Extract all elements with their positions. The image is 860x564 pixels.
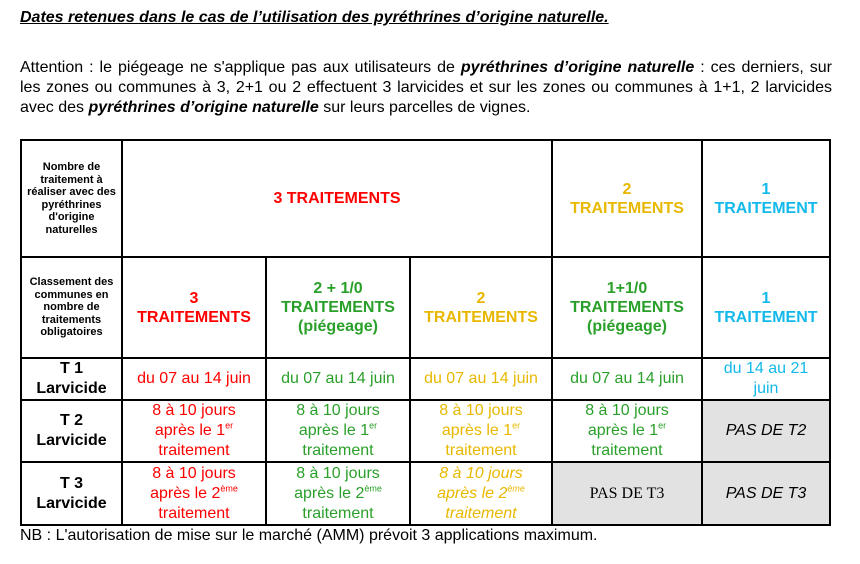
t2-delay-line3: traitement [302, 442, 374, 459]
t3-none-1-plus-1: PAS DE T3 [552, 462, 702, 525]
table-row-t2 [21, 400, 830, 462]
t2-delay-line2 [555, 421, 699, 441]
treatment-table [20, 139, 831, 526]
t3-delay-sup: ème [507, 483, 525, 494]
t2-delay-text: après le 1 [587, 422, 659, 439]
table-row-classement [21, 257, 830, 358]
t1-date-2-plus-1: du 07 au 14 juin [266, 358, 410, 400]
header-2-traitements [552, 140, 702, 257]
para-emphasis-1: pyréthrines d’origine naturelle [460, 59, 695, 76]
t2-none: PAS DE T2 [702, 400, 830, 462]
classement-2-plus-1 [266, 257, 410, 358]
t2-delay-line1: 8 à 10 jours [296, 402, 380, 419]
t3-delay-line2 [413, 484, 549, 504]
t3-delay-line2 [125, 484, 263, 504]
row-label-classement: Classement des communes en nombre de traitements obligatoires [21, 257, 122, 358]
t1-date-1-line2: juin [753, 380, 779, 397]
classement-1-number: 1 [761, 289, 771, 307]
t1-date-1 [702, 358, 830, 400]
t1-subtitle: Larvicide [36, 380, 107, 397]
t3-delay-line2 [269, 484, 407, 504]
header-1-label: TRAITEMENT [714, 199, 818, 217]
header-1-traitement [702, 140, 830, 257]
header-2-number: 2 [622, 180, 632, 198]
t1-date-2: du 07 au 14 juin [410, 358, 552, 400]
t2-delay-sup: er [369, 420, 378, 431]
t2-delay-line1: 8 à 10 jours [152, 402, 236, 419]
row-label-t2 [21, 400, 122, 462]
t2-delay-line1: 8 à 10 jours [585, 402, 669, 419]
classement-1 [702, 257, 830, 358]
t3-delay-text: après le 2 [437, 484, 508, 502]
t3-delay-2 [410, 462, 552, 525]
table-row-t3 [21, 462, 830, 525]
t3-none-1: PAS DE T3 [702, 462, 830, 525]
t2-subtitle: Larvicide [36, 432, 107, 449]
t2-delay-text: après le 1 [441, 422, 513, 439]
classement-2-plus-1-number: 2 + 1/0 [313, 280, 363, 297]
t3-delay-text: après le 2 [294, 484, 365, 502]
classement-1-plus-1-note: (piégeage) [586, 318, 667, 335]
t3-title: T 3 [59, 474, 84, 492]
para-text-3: sur leurs parcelles de vignes. [318, 99, 531, 116]
t1-date-1-plus-1: du 07 au 14 juin [552, 358, 702, 400]
classement-2-plus-1-note: (piégeage) [297, 318, 378, 335]
classement-2-number: 2 [476, 289, 486, 307]
t2-delay-line3: traitement [445, 442, 517, 459]
classement-1-plus-1-label: TRAITEMENTS [570, 299, 684, 316]
t3-delay-line3: traitement [158, 504, 230, 522]
footnote: NB : L'autorisation de mise sur le marché (AMM) prévoit 3 applications maximum. [20, 527, 598, 544]
t2-delay-line3: traitement [158, 442, 230, 459]
t2-delay-sup: er [512, 420, 521, 431]
t2-title: T 2 [59, 412, 84, 429]
t3-delay-2-plus-1 [266, 462, 410, 525]
t3-delay-text: après le 2 [150, 484, 221, 502]
t2-delay-line2 [269, 421, 407, 441]
header-1-number: 1 [761, 180, 771, 198]
classement-2 [410, 257, 552, 358]
t3-subtitle: Larvicide [36, 494, 107, 512]
t3-delay-line3: traitement [302, 504, 374, 522]
t3-delay-line1: 8 à 10 jours [439, 464, 523, 482]
t1-title: T 1 [59, 360, 84, 377]
t3-delay-line1: 8 à 10 jours [152, 464, 236, 482]
t2-delay-text: après le 1 [154, 422, 226, 439]
para-text-2: : ces derniers, sur les zones ou communes à 3, 2+1 ou 2 effectuent 3 larvicides et sur les zones ou communes à 1+1, 2 larvicides avec des [20, 59, 832, 116]
t2-delay-sup: er [225, 420, 234, 431]
classement-3-number: 3 [189, 289, 199, 307]
t3-delay-sup: ème [220, 483, 238, 494]
classement-3 [122, 257, 266, 358]
intro-paragraph [20, 58, 832, 118]
t2-delay-3 [122, 400, 266, 462]
t2-delay-2-plus-1 [266, 400, 410, 462]
classement-2-label: TRAITEMENTS [424, 308, 538, 326]
t2-delay-2 [410, 400, 552, 462]
header-2-label: TRAITEMENTS [570, 199, 684, 217]
t3-delay-line1: 8 à 10 jours [296, 464, 380, 482]
row-label-t3 [21, 462, 122, 525]
classement-1-plus-1-number: 1+1/0 [606, 280, 648, 297]
header-3-traitements: 3 TRAITEMENTS [122, 140, 552, 257]
para-text-1: Attention : le piégeage ne s'applique pas aux utilisateurs de [20, 59, 461, 76]
t2-delay-line2 [125, 421, 263, 441]
row-label-nombre: Nombre de traitement à réaliser avec des pyréthrines d'origine naturelles [21, 140, 122, 257]
t2-delay-sup: er [658, 420, 667, 431]
classement-1-label: TRAITEMENT [714, 308, 818, 326]
t2-delay-text: après le 1 [298, 422, 370, 439]
para-emphasis-2: pyréthrines d’origine naturelle [88, 99, 319, 116]
t1-date-1-line1: du 14 au 21 [723, 360, 809, 377]
table-row-nombre [21, 140, 830, 257]
classement-1-plus-1 [552, 257, 702, 358]
table-row-t1 [21, 358, 830, 400]
t2-delay-line3: traitement [591, 442, 663, 459]
t3-delay-line3: traitement [445, 504, 517, 522]
row-label-t1 [21, 358, 122, 400]
t3-delay-3 [122, 462, 266, 525]
classement-3-label: TRAITEMENTS [137, 308, 251, 326]
classement-2-plus-1-label: TRAITEMENTS [281, 299, 395, 316]
t2-delay-line2 [413, 421, 549, 441]
t3-delay-sup: ème [364, 483, 382, 494]
t1-date-3: du 07 au 14 juin [122, 358, 266, 400]
t2-delay-1-plus-1 [552, 400, 702, 462]
section-heading: Dates retenues dans le cas de l’utilisation des pyréthrines d’origine naturelle. [20, 9, 609, 26]
t2-delay-line1: 8 à 10 jours [439, 402, 523, 419]
